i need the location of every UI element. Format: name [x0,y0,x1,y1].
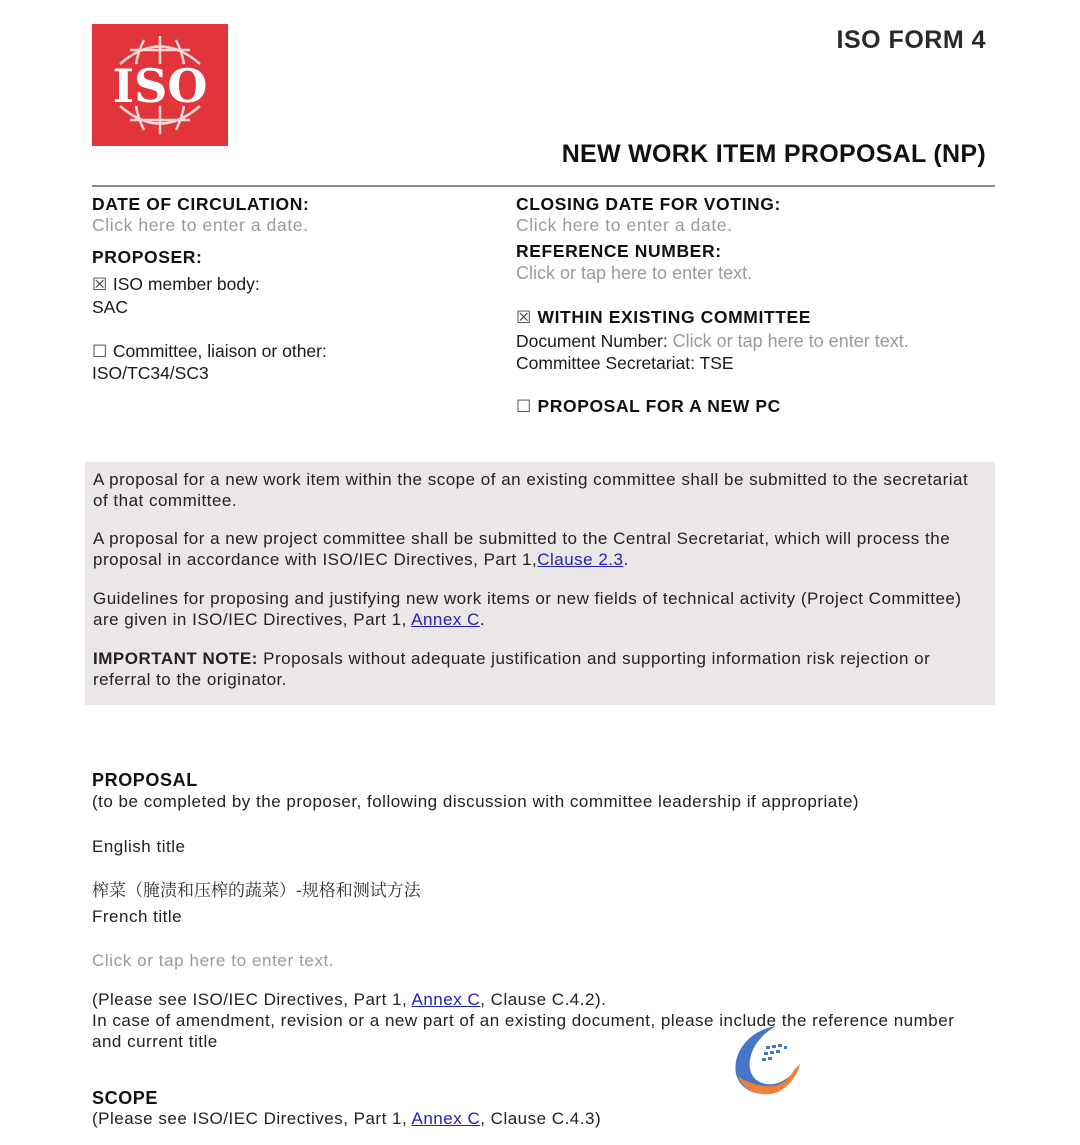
within-existing-committee-label: WITHIN EXISTING COMMITTEE [537,307,812,327]
committee-secretariat-row [516,353,734,374]
form-number: ISO FORM 4 [836,26,986,54]
amendment-note: In case of amendment, revision or a new part of an existing document, please include the reference number and current title [92,1011,955,1051]
english-title-field[interactable]: 榨菜（腌渍和压榨的蔬菜）-规格和测试方法 [92,881,421,901]
annex-c-link[interactable]: Annex C [411,610,480,629]
date-of-circulation-label: DATE OF CIRCULATION: [92,194,310,214]
annex-c-link[interactable]: Annex C [411,1109,481,1128]
committee-option[interactable] [92,341,327,362]
proposal-heading: PROPOSAL [92,770,198,790]
checked-checkbox-icon[interactable]: ☒ [516,308,532,327]
document-number-field[interactable]: Click or tap here to enter text. [672,331,909,351]
reference-number-field[interactable]: Click or tap here to enter text. [516,263,753,283]
header-divider [92,185,995,187]
info-paragraph-1: A proposal for a new work item within the scope of an existing committee shall be submitted to the secretariat of that committee. [93,470,969,510]
clause-2-3-link[interactable]: Clause 2.3 [537,550,624,569]
reference-number-label: REFERENCE NUMBER: [516,241,722,261]
svg-text:ISO: ISO [112,59,208,113]
important-note-label: IMPORTANT NOTE: [93,649,258,668]
info-paragraph-3-end: . [479,610,486,629]
closing-date-field[interactable]: Click here to enter a date. [516,215,733,235]
watermark-logo-icon [728,1022,804,1103]
checked-checkbox-icon[interactable]: ☒ [92,275,108,294]
proposal-subheading: (to be completed by the proposer, following discussion with committee leadership if appropriate) [92,792,860,811]
title-note-prefix: (Please see ISO/IEC Directives, Part 1, [92,990,412,1009]
member-body-option[interactable] [92,274,260,295]
annex-c-link[interactable]: Annex C [411,990,481,1009]
scope-directives-note [92,1108,601,1129]
info-paragraph-3 [93,588,973,630]
committee-secretariat-value[interactable]: TSE [699,353,734,373]
document-number-row [516,331,909,352]
french-title-field[interactable]: Click or tap here to enter text. [92,951,335,970]
proposer-label: PROPOSER: [92,247,203,267]
info-paragraph-2-text: A proposal for a new project committee shall be submitted to the Central Secretariat, which will process the proposal in accordance with ISO/IEC Directives, Part 1, [93,529,951,569]
iso-globe-icon [92,24,228,146]
title-directives-note [92,989,972,1010]
important-note-text: Proposals without adequate justification and supporting information risk rejection or referral to the originator. [93,649,931,689]
important-note [93,648,973,690]
scope-note-prefix: (Please see ISO/IEC Directives, Part 1, [92,1109,412,1128]
scope-note-suffix: , Clause C.4.3) [480,1109,602,1128]
unchecked-checkbox-icon[interactable]: ☐ [92,342,108,361]
title-note-suffix: , Clause C.4.2). [480,990,607,1009]
proposal-new-pc-option[interactable] [516,396,781,417]
proposal-new-pc-label: PROPOSAL FOR A NEW PC [537,396,781,416]
english-title-label: English title [92,837,186,856]
info-paragraph-3-text: Guidelines for proposing and justifying new work items or new fields of technical activity (Project Committee) are given in ISO/IEC Directives, Part 1, [93,589,962,629]
member-body-value[interactable]: SAC [92,297,128,317]
form-title: NEW WORK ITEM PROPOSAL (NP) [561,140,986,168]
committee-label: Committee, liaison or other: [112,341,327,361]
date-of-circulation-field[interactable]: Click here to enter a date. [92,215,309,235]
document-number-label: Document Number: [516,331,668,351]
iso-logo [92,24,228,146]
closing-date-label: CLOSING DATE FOR VOTING: [516,194,781,214]
french-title-label: French title [92,907,183,926]
within-existing-committee-option[interactable] [516,307,811,328]
committee-value[interactable]: ISO/TC34/SC3 [92,363,209,383]
scope-heading: SCOPE [92,1088,159,1108]
info-paragraph-2-end: . [623,550,629,569]
committee-secretariat-label: Committee Secretariat: [516,353,695,373]
info-paragraph-2 [93,528,973,570]
member-body-label: ISO member body: [112,274,260,294]
unchecked-checkbox-icon[interactable]: ☐ [516,397,532,416]
